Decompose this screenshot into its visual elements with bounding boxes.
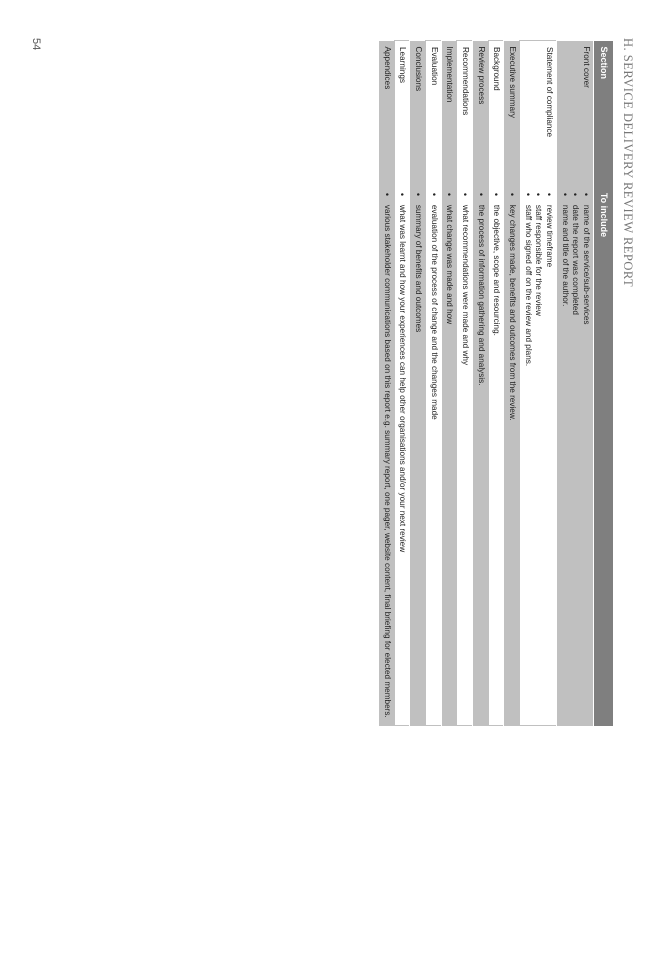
list-item bbox=[412, 193, 423, 720]
list-item-text: summary of benefits and outcomes bbox=[414, 204, 424, 333]
table-header-row bbox=[594, 41, 614, 726]
page-heading: H. SERVICE DELIVERY REVIEW REPORT bbox=[621, 38, 635, 288]
list-item-text: various stakeholder communications based on this report e.g. summary report, one pager, website content, final briefing for elected members. bbox=[382, 204, 392, 718]
bullet-icon: • bbox=[460, 192, 471, 196]
table-row bbox=[426, 41, 442, 726]
table-row bbox=[520, 41, 557, 726]
bullet-icon: • bbox=[413, 192, 424, 196]
list-item-text: what recommendations were made and why bbox=[461, 204, 471, 366]
include-cell bbox=[520, 187, 557, 726]
section-name: Learnings bbox=[394, 41, 410, 187]
section-name: Executive summary bbox=[504, 41, 520, 187]
report-contents-table bbox=[378, 40, 613, 726]
list-item bbox=[428, 193, 439, 719]
table-row bbox=[410, 41, 426, 726]
list-item-text: what was learnt and how your experiences can help other organisations and/or your next review bbox=[398, 204, 408, 553]
header-to-include: To include bbox=[594, 187, 614, 726]
include-cell bbox=[410, 187, 426, 726]
bullet-icon: • bbox=[444, 192, 455, 196]
list-item bbox=[397, 193, 408, 719]
list-item bbox=[475, 193, 486, 720]
include-cell bbox=[426, 187, 442, 726]
list-item-text: evaluation of the process of change and the changes made bbox=[429, 204, 439, 420]
include-cell bbox=[394, 187, 410, 726]
include-cell bbox=[488, 187, 504, 726]
include-cell bbox=[504, 187, 520, 726]
section-name: Appendices bbox=[379, 41, 395, 187]
list-item-text: staff responsible for the review bbox=[534, 204, 544, 316]
list-item bbox=[459, 193, 470, 719]
list-item-text: name of the service/sub-services bbox=[582, 204, 591, 325]
page-number: 54 bbox=[30, 38, 42, 51]
header-section: Section bbox=[594, 41, 614, 187]
bullet-icon: • bbox=[381, 192, 392, 196]
list-item bbox=[522, 193, 533, 719]
bullet-icon: • bbox=[533, 192, 544, 196]
list-item bbox=[491, 193, 502, 719]
bullet-icon: • bbox=[397, 192, 408, 196]
include-cell bbox=[557, 187, 594, 726]
section-name: Recommendations bbox=[457, 41, 473, 187]
list-item bbox=[580, 193, 591, 720]
list-item-text: review timeframe bbox=[545, 204, 555, 268]
table-row bbox=[457, 41, 473, 726]
include-cell bbox=[441, 187, 457, 726]
list-item-text: the process of information gathering and analysis. bbox=[476, 204, 486, 386]
list-item-text: key changes made, benefits and outcomes from the review. bbox=[508, 204, 518, 421]
table-row bbox=[488, 41, 504, 726]
list-item bbox=[543, 193, 554, 719]
list-item bbox=[444, 193, 455, 720]
bullet-icon: • bbox=[428, 192, 439, 196]
include-cell bbox=[457, 187, 473, 726]
section-name: Implementation bbox=[441, 41, 457, 187]
list-item-text: name and title of the author. bbox=[560, 204, 570, 307]
bullet-icon: • bbox=[581, 192, 591, 196]
list-item bbox=[559, 193, 570, 720]
table-row bbox=[394, 41, 410, 726]
bullet-icon: • bbox=[559, 192, 570, 196]
bullet-icon: • bbox=[522, 192, 533, 196]
include-cell bbox=[379, 187, 395, 726]
list-item bbox=[533, 193, 544, 719]
section-name: Evaluation bbox=[426, 41, 442, 187]
bullet-icon: • bbox=[544, 192, 555, 196]
bullet-icon: • bbox=[475, 192, 486, 196]
bullet-icon: • bbox=[491, 192, 502, 196]
table-row bbox=[441, 41, 457, 726]
table-row bbox=[473, 41, 489, 726]
bullet-icon: • bbox=[507, 192, 518, 196]
section-name: Front cover bbox=[557, 41, 594, 187]
list-item bbox=[381, 193, 392, 720]
include-cell bbox=[473, 187, 489, 726]
list-item-text: staff who signed off on the review and plans. bbox=[523, 204, 533, 367]
table-body bbox=[379, 41, 594, 726]
table-row bbox=[557, 41, 594, 726]
list-item-text: date the report was completed bbox=[571, 204, 581, 315]
section-name: Review process bbox=[473, 41, 489, 187]
section-name: Background bbox=[488, 41, 504, 187]
list-item-text: the objective, scope and resourcing. bbox=[492, 204, 502, 336]
bullet-icon: • bbox=[570, 192, 581, 196]
list-item bbox=[506, 193, 517, 720]
table-row bbox=[379, 41, 395, 726]
section-name: Statement of compliance bbox=[520, 41, 557, 187]
list-item bbox=[570, 193, 581, 720]
section-name: Conclusions bbox=[410, 41, 426, 187]
list-item-text: what change was made and how bbox=[445, 204, 455, 325]
table-row bbox=[504, 41, 520, 726]
